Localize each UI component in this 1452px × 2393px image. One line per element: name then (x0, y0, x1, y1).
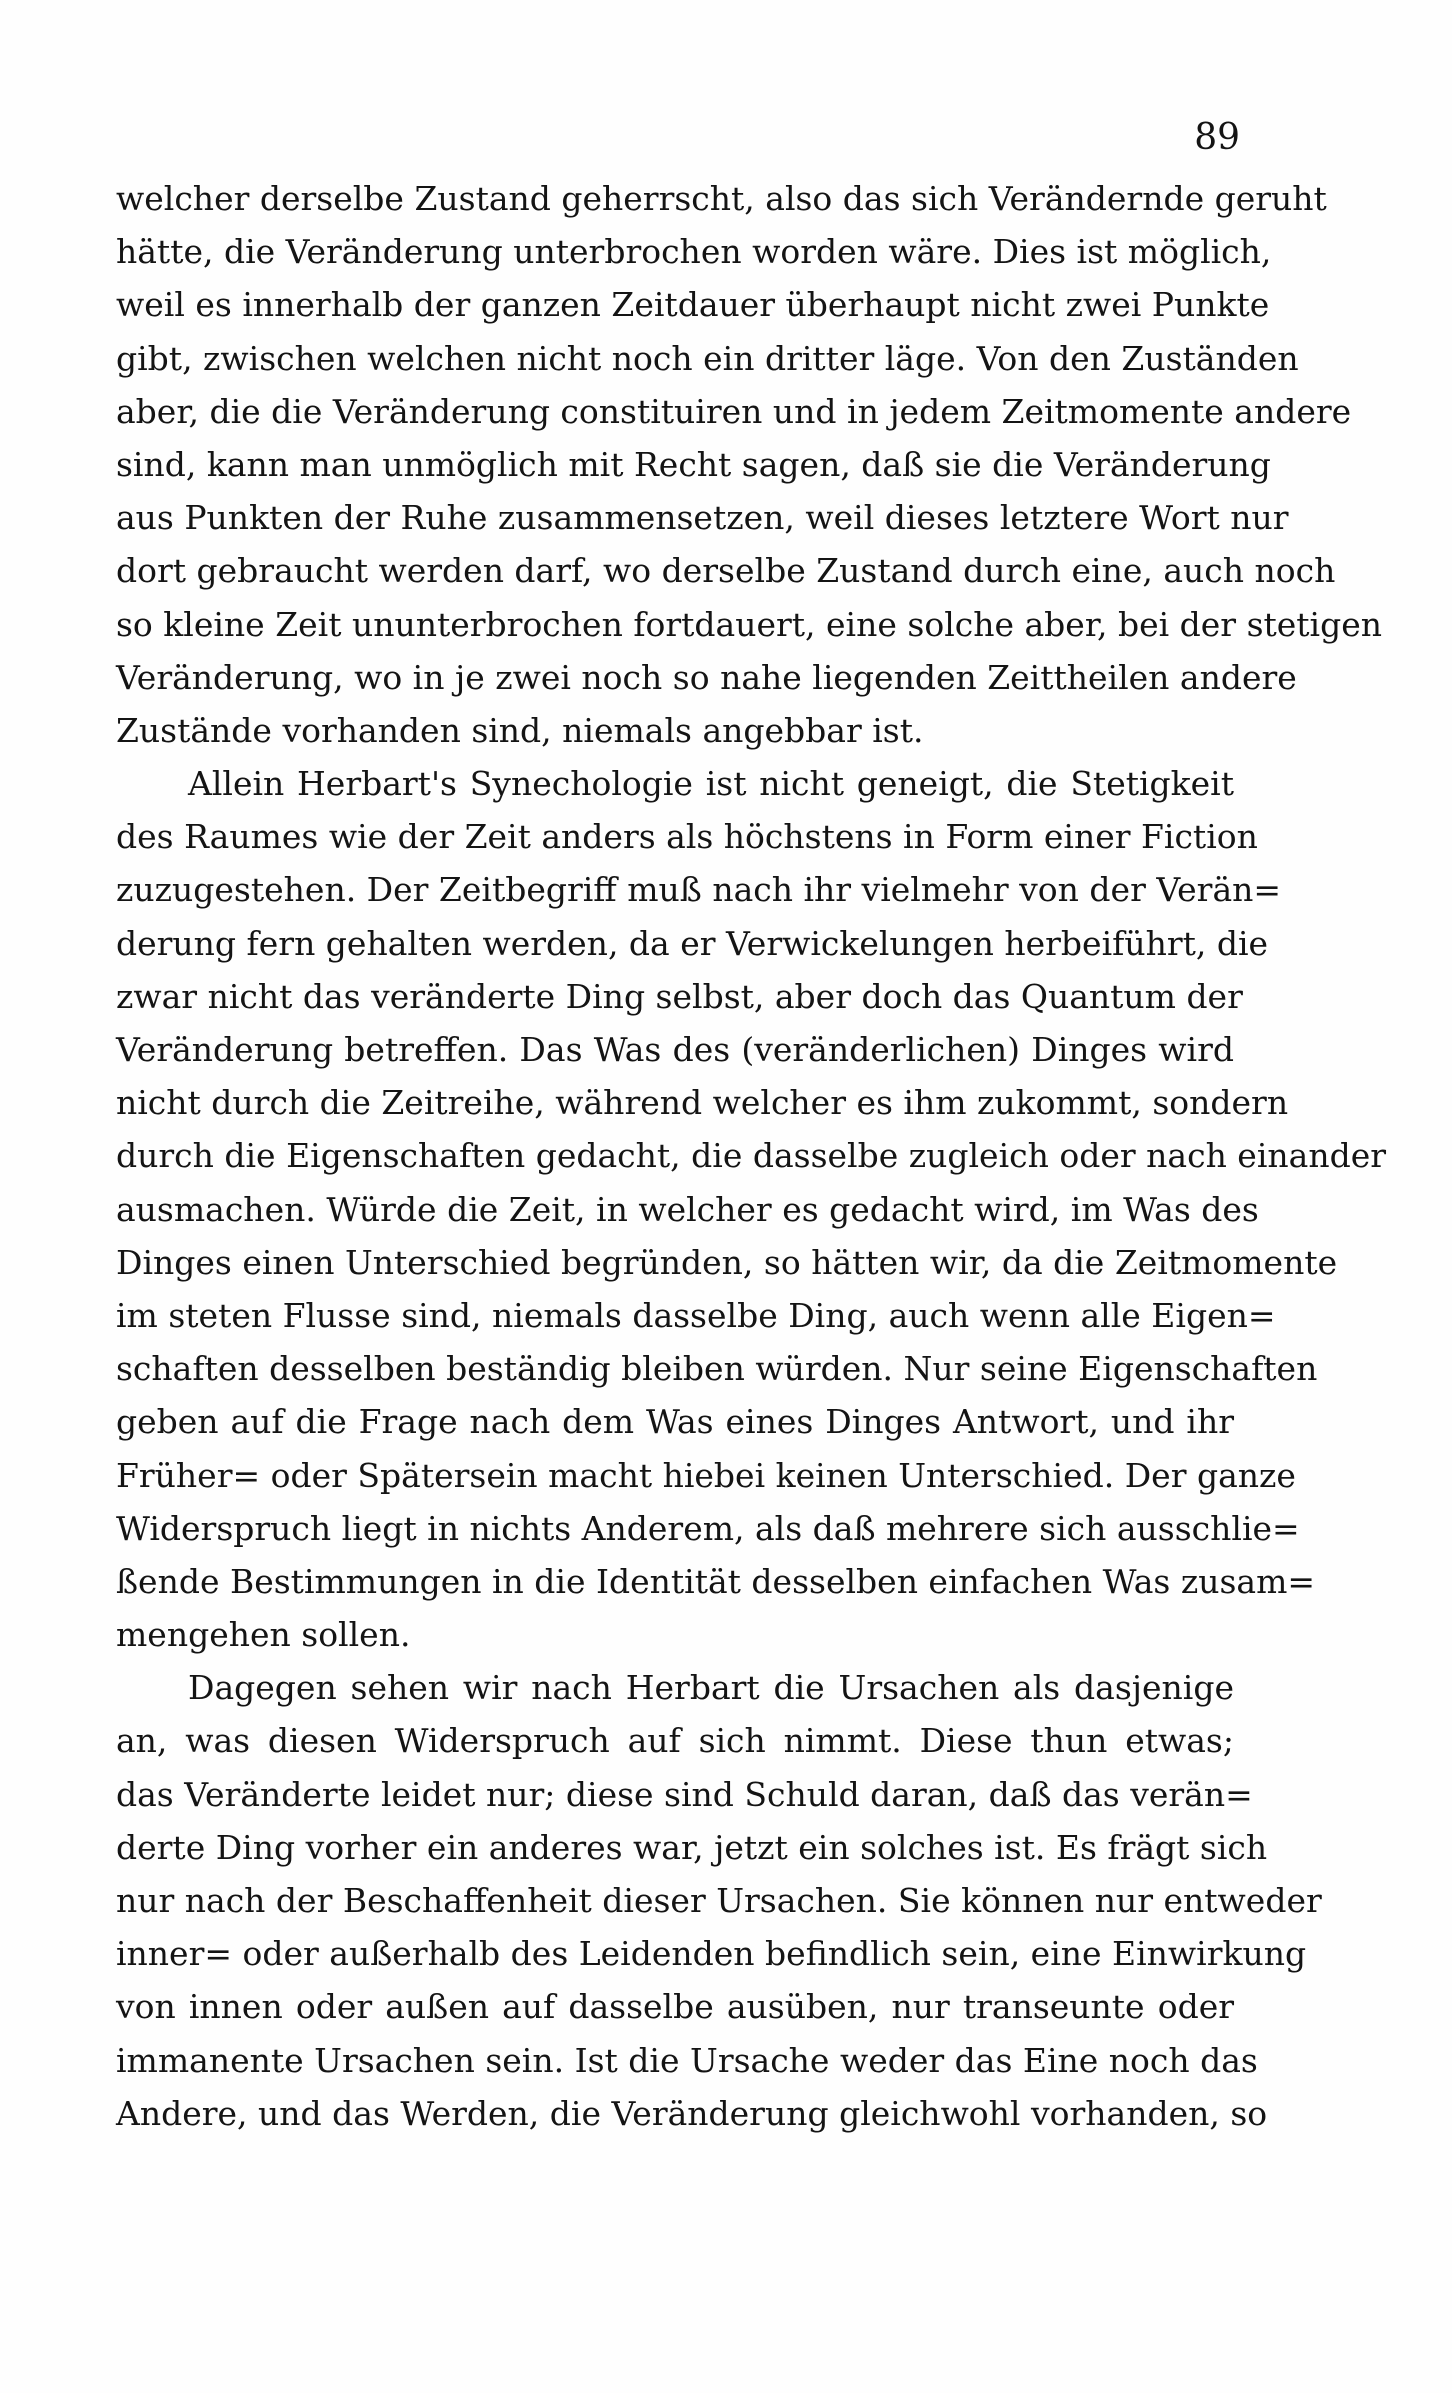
text-line: durch die Eigenschaften gedacht, die dasselbe zugleich oder nach einander (116, 1136, 1387, 1176)
text-line: Veränderung, wo in je zwei noch so nahe liegenden Zeittheilen andere (116, 657, 1297, 697)
text-line: inner= oder außerhalb des Leidenden befindlich sein, eine Einwirkung (116, 1934, 1307, 1974)
page-number: 89 (1194, 117, 1240, 158)
text-line: geben auf die Frage nach dem Was eines Dinges Antwort, und ihr (116, 1402, 1234, 1442)
text-line: derte Ding vorher ein anderes war, jetzt ein solches ist. Es frägt sich (116, 1827, 1268, 1867)
text-line: des Raumes wie der Zeit anders als höchstens in Form einer Fiction (116, 817, 1258, 857)
text-line: Allein Herbart's Synechologie ist nicht geneigt, die Stetigkeit (188, 764, 1234, 804)
text-line: im steten Flusse sind, niemals dasselbe Ding, auch wenn alle Eigen= (116, 1295, 1276, 1335)
text-line: dort gebraucht werden darf, wo derselbe Zustand durch eine, auch noch (116, 551, 1336, 591)
text-line: aber, die die Veränderung constituiren und in jedem Zeitmomente andere (116, 391, 1352, 431)
text-line: Dinges einen Unterschied begründen, so hätten wir, da die Zeitmomente (116, 1242, 1338, 1282)
text-line: immanente Ursachen sein. Ist die Ursache weder das Eine noch das (116, 2040, 1258, 2080)
text-line: nicht durch die Zeitreihe, während welcher es ihm zukommt, sondern (116, 1083, 1289, 1123)
text-line: das Veränderte leidet nur; diese sind Schuld daran, daß das verän= (116, 1774, 1253, 1814)
text-line: so kleine Zeit ununterbrochen fortdauert, eine solche aber, bei der stetigen (116, 604, 1383, 644)
text-line: zuzugestehen. Der Zeitbegriff muß nach ihr vielmehr von der Verän= (116, 870, 1282, 910)
text-line: Veränderung betreffen. Das Was des (veränderlichen) Dinges wird (116, 1030, 1234, 1069)
text-line: ßende Bestimmungen in die Identität desselben einfachen Was zusam= (116, 1561, 1316, 1601)
text-line: aus Punkten der Ruhe zusammensetzen, weil dieses letztere Wort nur (116, 498, 1289, 538)
text-line: Widerspruch liegt in nichts Anderem, als daß mehrere sich ausschlie= (116, 1508, 1300, 1548)
text-line: sind, kann man unmöglich mit Recht sagen, daß sie die Veränderung (116, 444, 1271, 484)
text-line: zwar nicht das veränderte Ding selbst, aber doch das Quantum der (116, 976, 1243, 1016)
text-line: ausmachen. Würde die Zeit, in welcher es gedacht wird, im Was des (116, 1189, 1259, 1229)
body-text (116, 172, 1387, 2140)
text-line: welcher derselbe Zustand geherrscht, also das sich Verändernde geruht (116, 179, 1327, 218)
text-line: gibt, zwischen welchen nicht noch ein dritter läge. Von den Zuständen (116, 338, 1299, 378)
text-line: weil es innerhalb der ganzen Zeitdauer überhaupt nicht zwei Punkte (116, 285, 1270, 325)
text-line: an, was diesen Widerspruch auf sich nimmt. Diese thun etwas; (116, 1721, 1234, 1761)
text-line: Andere, und das Werden, die Veränderung gleichwohl vorhanden, so (116, 2093, 1268, 2133)
text-line: nur nach der Beschaffenheit dieser Ursachen. Sie können nur entweder (116, 1881, 1322, 1920)
text-line: Früher= oder Spätersein macht hiebei keinen Unterschied. Der ganze (116, 1455, 1296, 1495)
text-line: derung fern gehalten werden, da er Verwickelungen herbeiführt, die (116, 923, 1269, 963)
text-line: schaften desselben beständig bleiben würden. Nur seine Eigenschaften (116, 1349, 1318, 1389)
text-line: von innen oder außen auf dasselbe ausüben, nur transeunte oder (116, 1987, 1234, 2027)
text-line: Zustände vorhanden sind, niemals angebbar ist. (116, 710, 924, 750)
text-line: Dagegen sehen wir nach Herbart die Ursachen als dasjenige (188, 1668, 1234, 1708)
text-line: mengehen sollen. (116, 1615, 411, 1655)
text-line: hätte, die Veränderung unterbrochen worden wäre. Dies ist möglich, (116, 232, 1272, 272)
